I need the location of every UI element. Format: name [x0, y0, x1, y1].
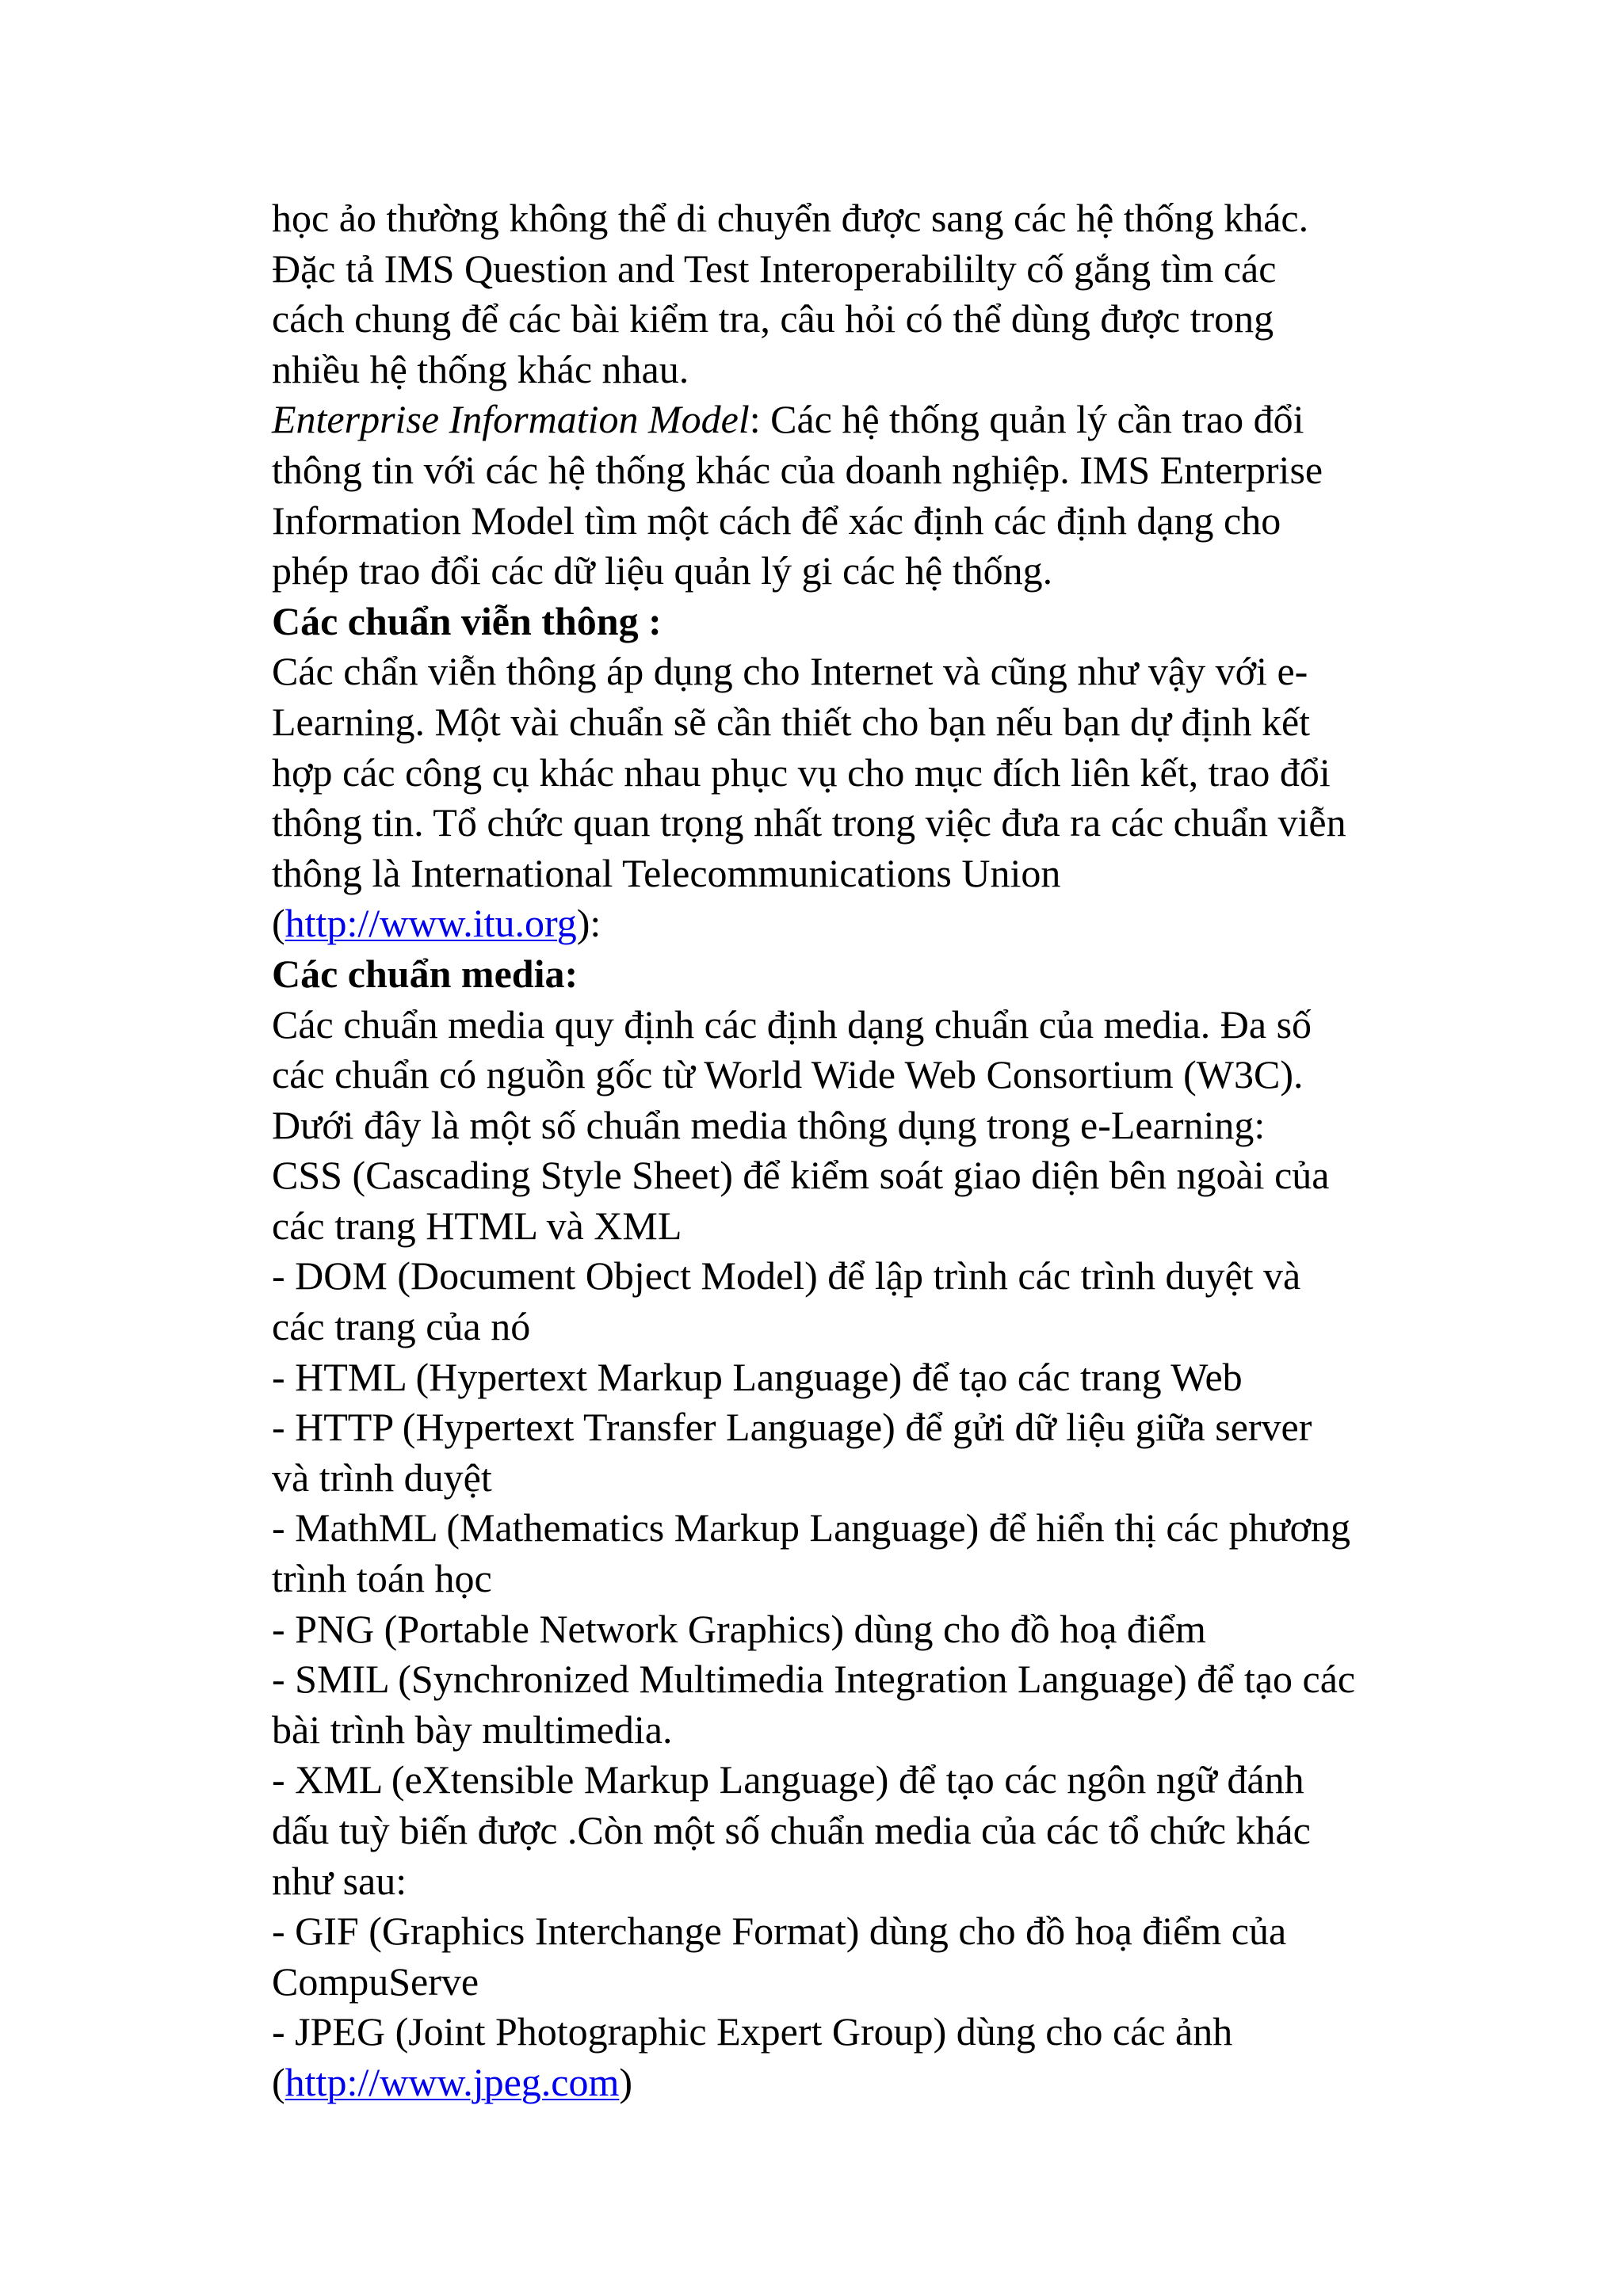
section-heading-media: Các chuẩn media:: [272, 951, 579, 996]
text-line: thông tin. Tổ chức quan trọng nhất trong việc đưa ra các chuẩn viễn: [272, 800, 1346, 845]
text-line: các trang của nó: [272, 1304, 531, 1349]
list-item: - JPEG (Joint Photographic Expert Group) dùng cho các ảnh: [272, 2009, 1233, 2054]
text-line: hợp các công cụ khác nhau phục vụ cho mục đích liên kết, trao đổi: [272, 749, 1331, 795]
jpeg-link[interactable]: http://www.jpeg.com: [285, 2059, 620, 2104]
text-line: Các chẩn viễn thông áp dụng cho Internet và cũng như vậy với e-: [272, 649, 1308, 694]
link-prefix: (: [272, 901, 285, 946]
enterprise-term: Enterprise Information Model: [272, 397, 750, 442]
link-prefix: (: [272, 2059, 285, 2104]
text-line: nhiều hệ thống khác nhau.: [272, 346, 689, 391]
itu-link-line: [272, 898, 1556, 949]
section-heading-telecom: Các chuẩn viễn thông :: [272, 598, 662, 643]
text-line: bài trình bày multimedia.: [272, 1707, 673, 1752]
text-line: Đặc tả IMS Question and Test Interoperabililty cố gắng tìm các: [272, 246, 1277, 291]
list-item: - PNG (Portable Network Graphics) dùng cho đồ hoạ điểm: [272, 1606, 1206, 1651]
text-line: thông là International Telecommunications Union: [272, 850, 1061, 895]
list-item: - GIF (Graphics Interchange Format) dùng cho đồ hoạ điểm của: [272, 1909, 1287, 1954]
text-line: Các chuẩn media quy định các định dạng chuẩn của media. Đa số: [272, 1001, 1312, 1047]
jpeg-link-line: [272, 2058, 1556, 2108]
text-line: Dưới đây là một số chuẩn media thông dụng trong e-Learning:: [272, 1102, 1266, 1147]
text-line: các chuẩn có nguồn gốc từ World Wide Web Consortium (W3C).: [272, 1052, 1304, 1097]
text-line: học ảo thường không thể di chuyển được sang các hệ thống khác.: [272, 196, 1309, 240]
list-item: - SMIL (Synchronized Multimedia Integration Language) để tạo các: [272, 1657, 1356, 1702]
text-line: CSS (Cascading Style Sheet) để kiểm soát giao diện bên ngoài của: [272, 1153, 1330, 1198]
enterprise-first-rest: : Các hệ thống quản lý cần trao đổi: [749, 397, 1304, 442]
text-line: phép trao đổi các dữ liệu quản lý gi các hệ thống.: [272, 548, 1053, 593]
text-line: trình toán học: [272, 1556, 492, 1601]
text-line: và trình duyệt: [272, 1455, 492, 1500]
text-line: các trang HTML và XML: [272, 1203, 682, 1248]
enterprise-first-line: [272, 395, 1556, 445]
list-item: - HTTP (Hypertext Transfer Language) để gửi dữ liệu giữa server: [272, 1405, 1312, 1450]
text-line: như sau:: [272, 1858, 407, 1903]
link-suffix: ):: [576, 901, 601, 946]
list-item: - DOM (Document Object Model) để lập trình các trình duyệt và: [272, 1253, 1301, 1299]
link-suffix: ): [619, 2059, 633, 2104]
text-line: cách chung để các bài kiểm tra, câu hỏi có thể dùng được trong: [272, 296, 1274, 341]
list-item: - MathML (Mathematics Markup Language) để hiển thị các phương: [272, 1505, 1350, 1550]
list-item: - XML (eXtensible Markup Language) để tạo các ngôn ngữ đánh: [272, 1757, 1304, 1802]
text-line: Information Model tìm một cách để xác định các định dạng cho: [272, 498, 1281, 543]
text-line: CompuServe: [272, 1958, 479, 2004]
text-line: dấu tuỳ biến được .Còn một số chuẩn media của các tổ chức khác: [272, 1808, 1311, 1852]
list-item: - HTML (Hypertext Markup Language) để tạo các trang Web: [272, 1354, 1243, 1399]
text-line: Learning. Một vài chuẩn sẽ cần thiết cho bạn nếu bạn dự định kết: [272, 699, 1311, 744]
text-line: thông tin với các hệ thống khác của doanh nghiệp. IMS Enterprise: [272, 447, 1323, 492]
document-body: [272, 193, 1556, 2108]
itu-link[interactable]: http://www.itu.org: [285, 901, 577, 946]
